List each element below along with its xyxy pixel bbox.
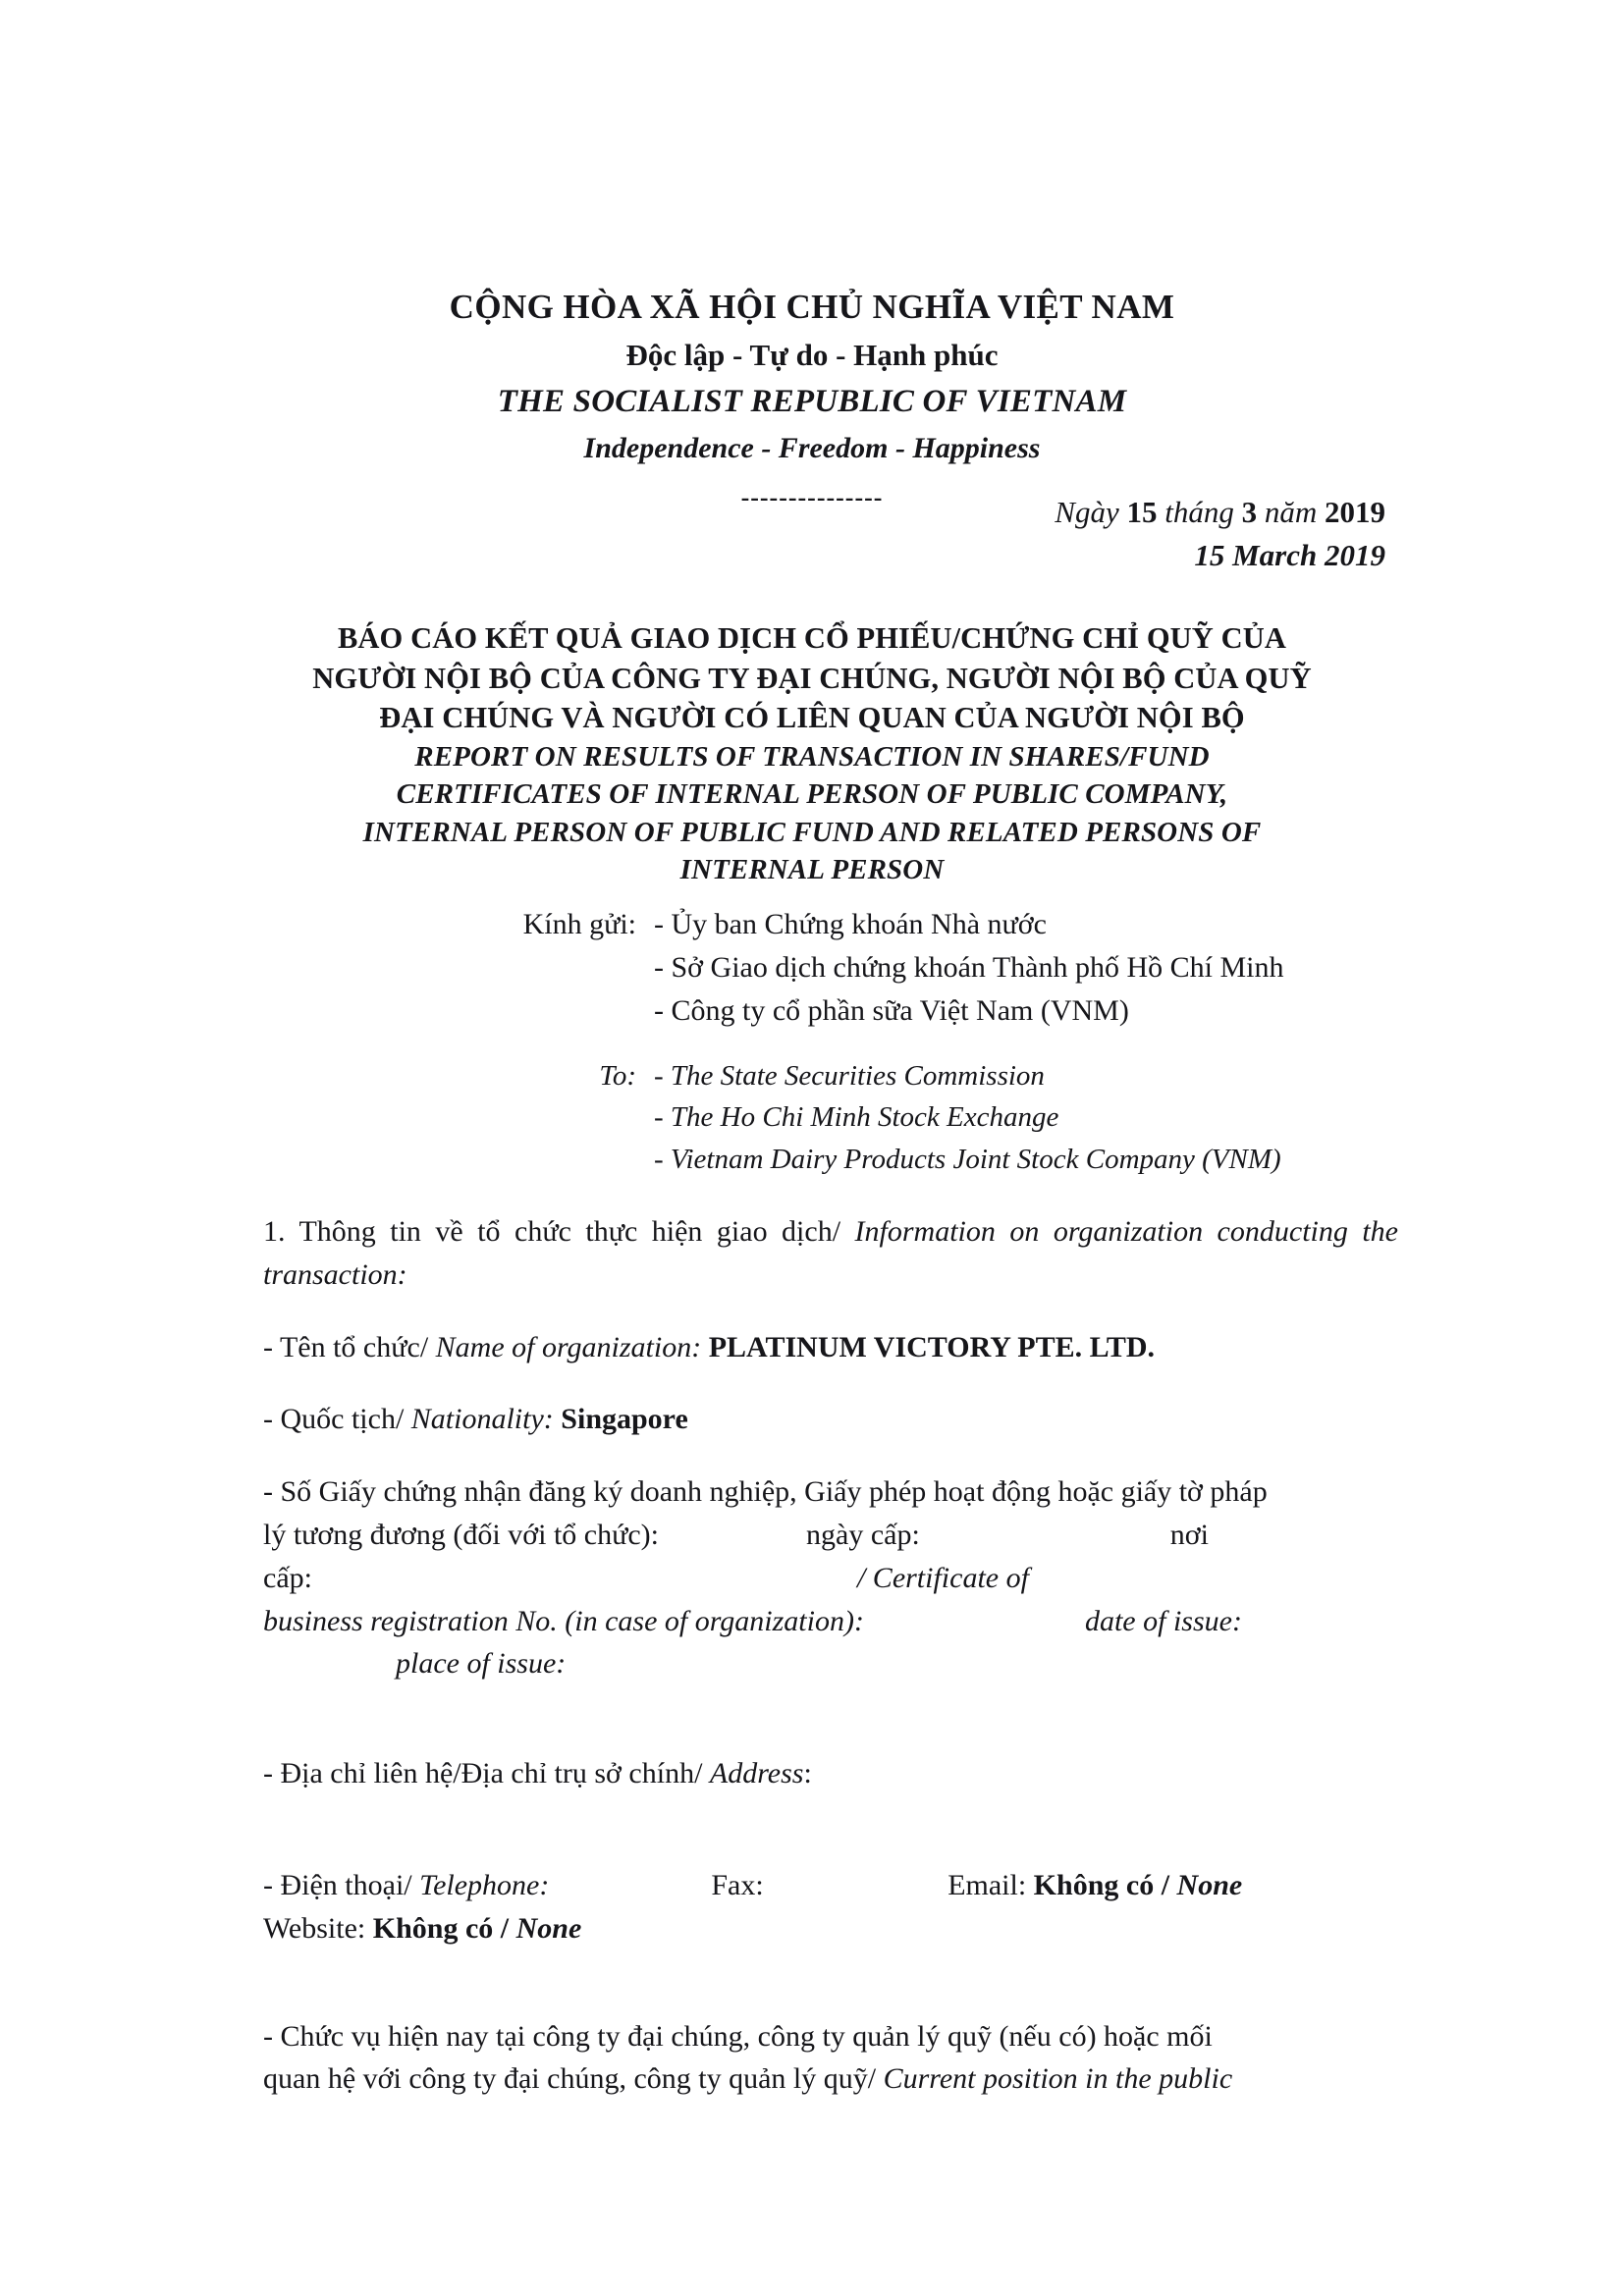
current-position-vn-line-1: - Chức vụ hiện nay tại công ty đại chúng, công ty quản lý quỹ (nếu có) hoặc mối [263, 2019, 1213, 2053]
current-position-line-2 [263, 2057, 1398, 2101]
email-label: Email: [947, 1868, 1034, 1901]
cert-vn-place-of-issue-b: cấp: [263, 1561, 312, 1594]
recipient-vn-item: - Sở Giao dịch chứng khoán Thành phố Hồ Chí Minh [654, 950, 1284, 984]
section-1-heading-vn: 1. Thông tin về tổ chức thực hiện giao dịch/ [263, 1215, 855, 1248]
section-1-heading [263, 1210, 1398, 1297]
cert-en-date-of-issue: date of issue: [1084, 1604, 1242, 1637]
recipient-en-item: - The State Securities Commission [654, 1060, 1045, 1092]
section-1-heading-en: Information on organization conducting the transaction: [263, 1215, 1398, 1291]
title-vn-line-3: ĐẠI CHÚNG VÀ NGƯỜI CÓ LIÊN QUAN CỦA NGƯỜI NỘI BỘ [379, 701, 1245, 735]
date-block [1055, 491, 1385, 577]
recipients-vn-row [0, 903, 1624, 1032]
organization-name-value [701, 1331, 709, 1363]
organization-name-row [263, 1326, 1398, 1369]
current-position-en: Current position in the public [883, 2062, 1233, 2096]
address-colon: : [803, 1757, 812, 1790]
date-english: 15 March 2019 [1194, 538, 1385, 573]
recipient-en-item: - The Ho Chi Minh Stock Exchange [654, 1101, 1059, 1134]
nationality-label-vn: - Quốc tịch/ [263, 1403, 411, 1436]
date-vn-month-label: tháng [1157, 495, 1242, 529]
recipients-vn-label: Kính gửi: [522, 908, 636, 940]
cert-vn-equivalent-legal: lý tương đương (đối với tổ chức): [263, 1518, 659, 1551]
website-value-vn: Không có [372, 1911, 494, 1945]
header-divider: --------------- [740, 482, 884, 511]
title-en-line-1: REPORT ON RESULTS OF TRANSACTION IN SHARES/FUND [414, 740, 1210, 773]
recipients-vn-list [654, 903, 1624, 1032]
fax-label: Fax: [711, 1868, 764, 1901]
date-vn-year: 2019 [1325, 495, 1385, 529]
organization-name-label-vn: - Tên tổ chức/ [263, 1330, 436, 1363]
email-separator: / [1154, 1868, 1177, 1901]
nationality-label-en: Nationality: [410, 1403, 554, 1436]
telephone-label-en: Telephone: [419, 1868, 550, 1901]
recipients-en-list [654, 1055, 1624, 1180]
telephone-label-vn: - Điện thoại/ [263, 1868, 420, 1901]
cert-vn-date-of-issue: ngày cấp: [806, 1518, 920, 1551]
national-motto-en: Independence - Freedom - Happiness [583, 431, 1041, 464]
organization-name-text: PLATINUM VICTORY PTE. LTD. [708, 1330, 1156, 1363]
current-position-block [263, 2015, 1398, 2102]
cert-en-line-3 [263, 1642, 1398, 1685]
cert-en-registration-no: business registration No. (in case of organization): [263, 1604, 864, 1637]
date-vietnamese [1055, 491, 1385, 534]
recipients-english [0, 1055, 1624, 1180]
title-vn-line-2: NGƯỜI NỘI BỘ CỦA CÔNG TY ĐẠI CHÚNG, NGƯỜI NỘI BỘ CỦA QUỸ [312, 661, 1312, 695]
recipients-en-label: To: [599, 1060, 636, 1092]
address-row [263, 1752, 1398, 1795]
date-vn-prefix: Ngày [1055, 495, 1127, 529]
cert-vn-line-2 [263, 1514, 1398, 1557]
website-value-en: None [515, 1911, 582, 1945]
current-position-vn-line-2: quan hệ với công ty đại chúng, công ty quản lý quỹ/ [263, 2062, 884, 2096]
address-label-vn: - Địa chỉ liên hệ/Địa chỉ trụ sở chính/ [263, 1757, 710, 1790]
organization-name-label-en: Name of organization: [435, 1330, 702, 1363]
cert-en-line-1: / Certificate of [856, 1561, 1029, 1594]
contact-line-1 [263, 1864, 1398, 1907]
recipients-en-row [0, 1055, 1624, 1180]
website-label: Website: [263, 1911, 373, 1945]
recipient-vn-item: - Công ty cổ phần sữa Việt Nam (VNM) [654, 993, 1129, 1027]
recipients-vietnamese [0, 903, 1624, 1032]
national-header [0, 285, 1624, 513]
republic-name-vn: CỘNG HÒA XÃ HỘI CHỦ NGHĨA VIỆT NAM [449, 288, 1175, 326]
email-value-vn: Không có [1033, 1868, 1155, 1901]
republic-name-en: THE SOCIALIST REPUBLIC OF VIETNAM [497, 383, 1127, 419]
business-registration-block [263, 1470, 1398, 1685]
date-vn-day: 15 [1126, 495, 1158, 529]
title-vn-line-1: BÁO CÁO KẾT QUẢ GIAO DỊCH CỔ PHIẾU/CHỨNG CHỈ QUỸ CỦA [337, 621, 1286, 655]
title-en-line-2: CERTIFICATES OF INTERNAL PERSON OF PUBLIC COMPANY, [396, 778, 1228, 811]
nationality-row [263, 1398, 1398, 1441]
section-1-body [263, 1210, 1398, 2101]
date-vn-month: 3 [1241, 495, 1258, 529]
cert-en-place-of-issue: place of issue: [396, 1647, 567, 1681]
nationality-value: Singapore [561, 1403, 688, 1436]
date-vn-year-label: năm [1257, 495, 1325, 529]
cert-vn-place-of-issue-a: nơi [1169, 1518, 1209, 1551]
contact-line-2 [263, 1907, 1398, 1950]
website-separator: / [493, 1911, 516, 1945]
cert-vn-line-1: - Số Giấy chứng nhận đăng ký doanh nghiệp, Giấy phép hoạt động hoặc giấy tờ pháp [263, 1475, 1268, 1509]
cert-vn-line-3 [263, 1557, 1398, 1600]
recipient-en-item: - Vietnam Dairy Products Joint Stock Company (VNM) [654, 1143, 1281, 1175]
national-motto-vn: Độc lập - Tự do - Hạnh phúc [625, 337, 999, 372]
title-en-line-3: INTERNAL PERSON OF PUBLIC FUND AND RELATED PERSONS OF [362, 816, 1262, 848]
cert-en-line-2 [263, 1600, 1398, 1643]
contact-block [263, 1864, 1398, 1950]
address-label-en: Address [709, 1757, 804, 1790]
document-title [206, 618, 1418, 889]
recipient-vn-item: - Ủy ban Chứng khoán Nhà nước [654, 908, 1047, 940]
title-en-line-4: INTERNAL PERSON [679, 854, 945, 886]
email-value-en: None [1176, 1868, 1243, 1901]
